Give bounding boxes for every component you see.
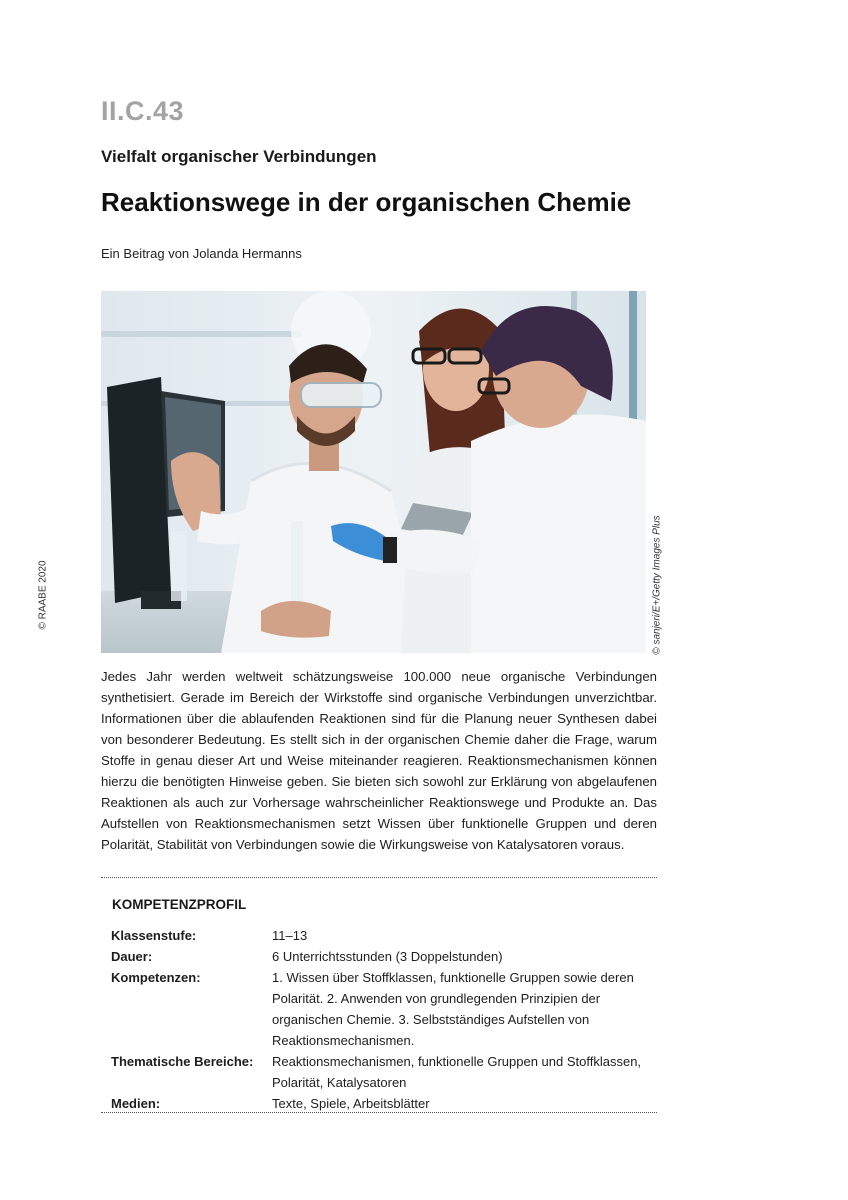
profile-row <box>111 1093 657 1114</box>
profile-label: Dauer: <box>111 949 153 964</box>
lab-photo-illustration <box>101 291 646 653</box>
profile-label: Kompetenzen: <box>111 970 201 985</box>
profile-heading: KOMPETENZPROFIL <box>112 897 247 912</box>
profile-row <box>111 925 657 946</box>
profile-row <box>111 967 657 1051</box>
page-title: Reaktionswege in der organischen Chemie <box>101 187 632 217</box>
profile-row <box>111 1051 657 1093</box>
divider-bottom <box>101 1112 657 1113</box>
competence-profile <box>111 925 657 1114</box>
profile-value: 11–13 <box>272 928 308 943</box>
author-line: Ein Beitrag von Jolanda Hermanns <box>101 246 302 261</box>
lab-photo <box>101 291 646 653</box>
profile-label: Medien: <box>111 1096 161 1111</box>
side-copyright-text: © RAABE 2020 <box>37 560 49 630</box>
profile-value: Texte, Spiele, Arbeitsblätter <box>272 1096 430 1111</box>
profile-value: 6 Unterrichtsstunden (3 Doppelstunden) <box>272 949 503 964</box>
profile-row <box>111 946 657 967</box>
photo-credit-text: © sanjeri/E+/Getty Images Plus <box>651 515 663 655</box>
profile-value: Reaktionsmechanismen, funktionelle Gruppen und Stoffklassen, Polarität, Katalysatoren <box>272 1054 642 1090</box>
unit-code: II.C.43 <box>101 96 185 126</box>
profile-label: Klassenstufe: <box>111 928 197 943</box>
profile-value: 1. Wissen über Stoffklassen, funktionelle Gruppen sowie deren Polarität. 2. Anwenden von grundlegenden Prinzipien der organischen Chemie. 3. Selbstständiges Aufstellen von Reaktionsmechanismen. <box>272 970 634 1048</box>
profile-label: Thematische Bereiche: <box>111 1054 254 1069</box>
divider-top <box>101 877 657 878</box>
intro-paragraph: Jedes Jahr werden weltweit schätzungsweise 100.000 neue organische Verbindungen synthetisiert. Gerade im Bereich der Wirkstoffe sind organische Verbindungen unverzichtbar. Informationen über die ablaufenden Reaktionen sind für die Planung neuer Synthesen dabei von besonderer Bedeutung. Es stellt sich in der organischen Chemie daher die Frage, warum Stoffe in genau dieser Art und Weise miteinander reagieren. Reaktionsmechanismen können hierzu die benötigten Hinweise geben. Sie bieten sich sowohl zur Erklärung von abgelaufenen Reaktionen als auch zur Vorhersage wahrscheinlicher Reaktionswege und Produkte an. Das Aufstellen von Reaktionsmechanismen setzt Wissen über funktionelle Gruppen und deren Polarität, Stabilität von Verbindungen sowie die Wirkungsweise von Katalysatoren voraus. <box>101 669 657 852</box>
series-title: Vielfalt organischer Verbindungen <box>101 147 377 166</box>
